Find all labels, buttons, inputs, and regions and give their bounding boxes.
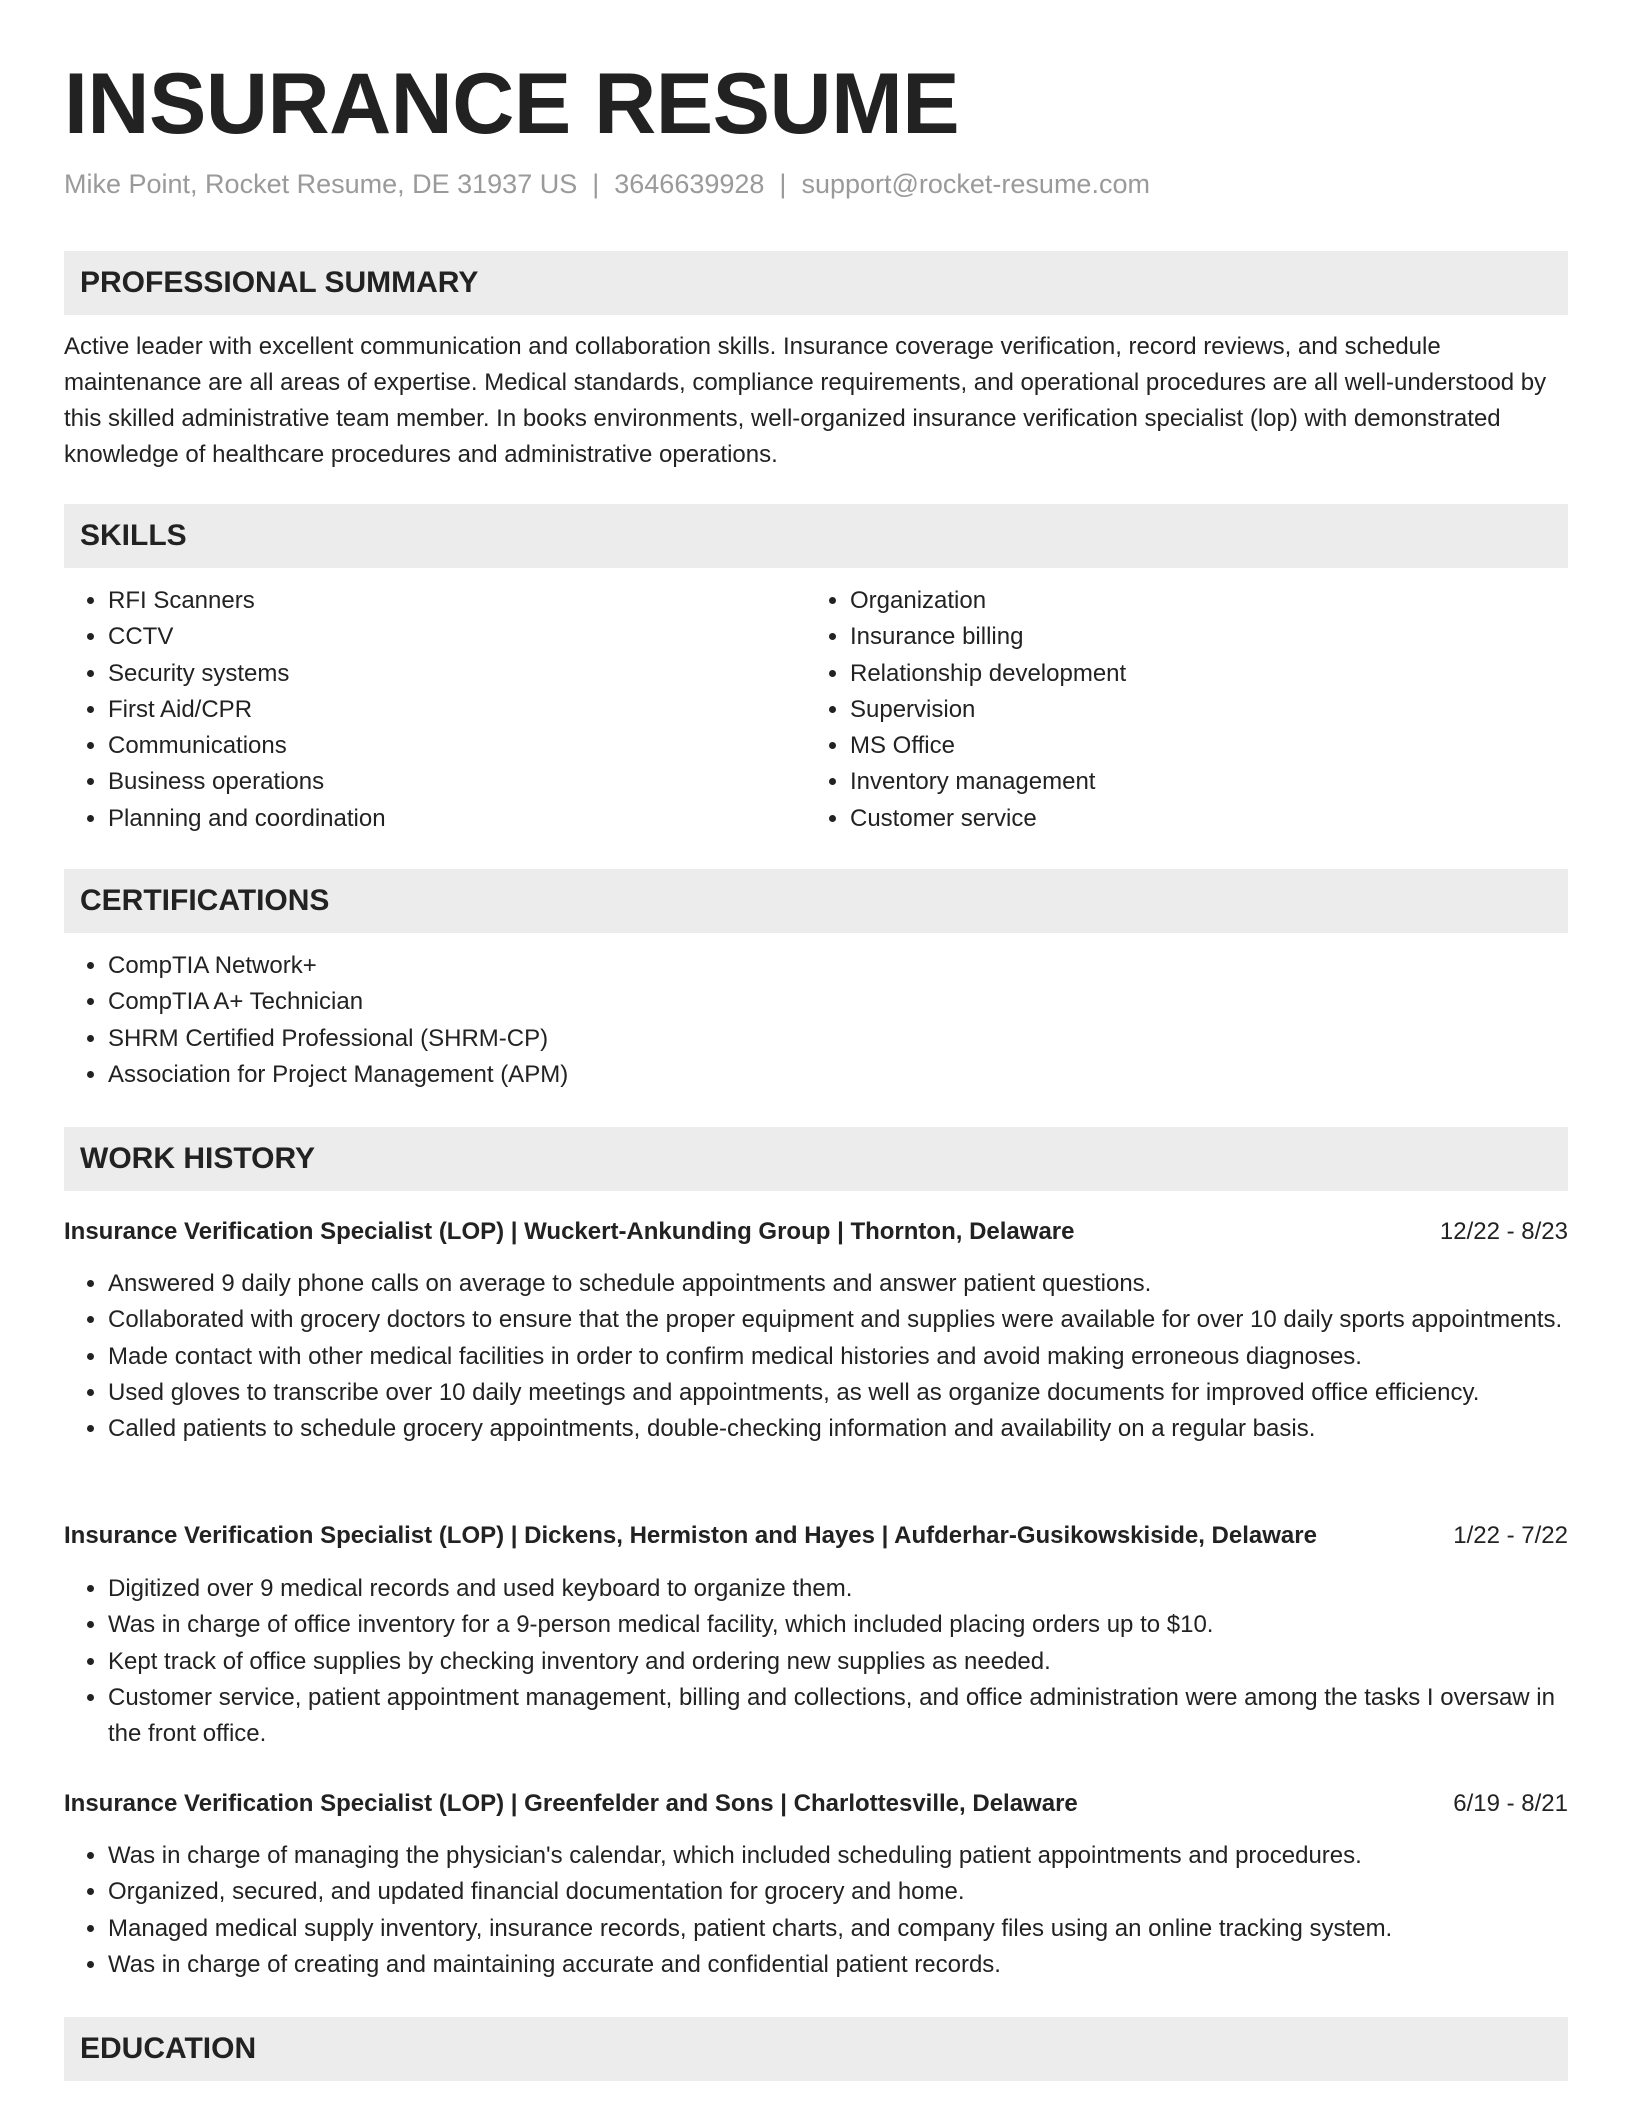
skill-item: • RFI Scanners (108, 583, 798, 619)
job-header (64, 1786, 1568, 1822)
job-bullet: • Answered 9 daily phone calls on average to schedule appointments and answer patient questions. (108, 1266, 1568, 1302)
job-title: Insurance Verification Specialist (LOP) | Dickens, Hermiston and Hayes | Aufderhar-Gusikowskiside, Delaware (64, 1522, 1317, 1549)
certification-item: • CompTIA A+ Technician (108, 984, 1568, 1020)
certification-item: • CompTIA Network+ (108, 948, 1568, 984)
skill-item: • First Aid/CPR (108, 692, 798, 728)
contact-phone: 3646639928 (614, 169, 765, 199)
contact-separator: | (779, 169, 787, 199)
job-header (64, 1214, 1568, 1250)
skill-item: • Customer service (850, 801, 1550, 837)
job-title: Insurance Verification Specialist (LOP) | Wuckert-Ankunding Group | Thornton, Delaware (64, 1218, 1075, 1245)
job-bullet: • Kept track of office supplies by checking inventory and ordering new supplies as needed. (108, 1644, 1568, 1680)
contact-address: Mike Point, Rocket Resume, DE 31937 US (64, 169, 578, 199)
job-bullet: • Was in charge of managing the physician's calendar, which included scheduling patient appointments and procedures. (108, 1838, 1568, 1874)
skill-item: • Communications (108, 728, 798, 764)
skill-item: • Planning and coordination (108, 801, 798, 837)
certification-item: • SHRM Certified Professional (SHRM-CP) (108, 1021, 1568, 1057)
contact-separator: | (592, 169, 600, 199)
job-dates: 6/19 - 8/21 (1453, 1790, 1568, 1817)
job-bullet: • Used gloves to transcribe over 10 daily meetings and appointments, as well as organize documents for improved office efficiency. (108, 1375, 1568, 1411)
contact-line (64, 167, 1150, 201)
resume-title: INSURANCE RESUME (64, 56, 960, 152)
job-dates: 1/22 - 7/22 (1453, 1522, 1568, 1549)
work-history-heading: WORK HISTORY (64, 1127, 1568, 1191)
skill-item: • Supervision (850, 692, 1550, 728)
skill-item: • Insurance billing (850, 619, 1550, 655)
job-bullets (64, 1571, 1568, 1752)
skills-list-right (806, 583, 1550, 837)
skill-item: • Organization (850, 583, 1550, 619)
job-bullet: • Organized, secured, and updated financial documentation for grocery and home. (108, 1874, 1568, 1910)
job-bullet: • Managed medical supply inventory, insurance records, patient charts, and company files using an online tracking system. (108, 1911, 1568, 1947)
skill-item: • CCTV (108, 619, 798, 655)
job-bullet: • Collaborated with grocery doctors to ensure that the proper equipment and supplies were available for over 10 daily sports appointments. (108, 1302, 1568, 1338)
skill-item: • Inventory management (850, 764, 1550, 800)
skills-heading: SKILLS (64, 504, 1568, 568)
job-header (64, 1518, 1568, 1554)
skills-list-left (64, 583, 798, 837)
skill-item: • Business operations (108, 764, 798, 800)
job-bullet: • Called patients to schedule grocery appointments, double-checking information and availability on a regular basis. (108, 1411, 1568, 1447)
certifications-list (64, 948, 1568, 1093)
job-bullets (64, 1266, 1568, 1447)
contact-email: support@rocket-resume.com (801, 169, 1150, 199)
certification-item: • Association for Project Management (APM) (108, 1057, 1568, 1093)
job-bullets (64, 1838, 1568, 1983)
skill-item: • MS Office (850, 728, 1550, 764)
job-bullet: • Customer service, patient appointment management, billing and collections, and office administration were among the tasks I oversaw in the front office. (108, 1680, 1568, 1753)
summary-text: Active leader with excellent communication and collaboration skills. Insurance coverage verification, record reviews, and schedule maintenance are all areas of expertise. Medical standards, compliance requirements, and operational procedures are all well-understood by this skilled administrative team member. In books environments, well-organized insurance verification specialist (lop) with demonstrated knowledge of healthcare procedures and administrative operations. (64, 333, 1547, 468)
skill-item: • Relationship development (850, 656, 1550, 692)
job-bullet: • Was in charge of office inventory for a 9-person medical facility, which included placing orders up to $10. (108, 1607, 1568, 1643)
summary-heading: PROFESSIONAL SUMMARY (64, 251, 1568, 315)
job-bullet: • Made contact with other medical facilities in order to confirm medical histories and avoid making erroneous diagnoses. (108, 1339, 1568, 1375)
certifications-heading: CERTIFICATIONS (64, 869, 1568, 933)
skill-item: • Security systems (108, 656, 798, 692)
education-heading: EDUCATION (64, 2017, 1568, 2081)
job-dates: 12/22 - 8/23 (1439, 1218, 1568, 1245)
job-bullet: • Was in charge of creating and maintaining accurate and confidential patient records. (108, 1947, 1568, 1983)
job-bullet: • Digitized over 9 medical records and used keyboard to organize them. (108, 1571, 1568, 1607)
job-title: Insurance Verification Specialist (LOP) | Greenfelder and Sons | Charlottesville, Delaware (64, 1790, 1078, 1817)
